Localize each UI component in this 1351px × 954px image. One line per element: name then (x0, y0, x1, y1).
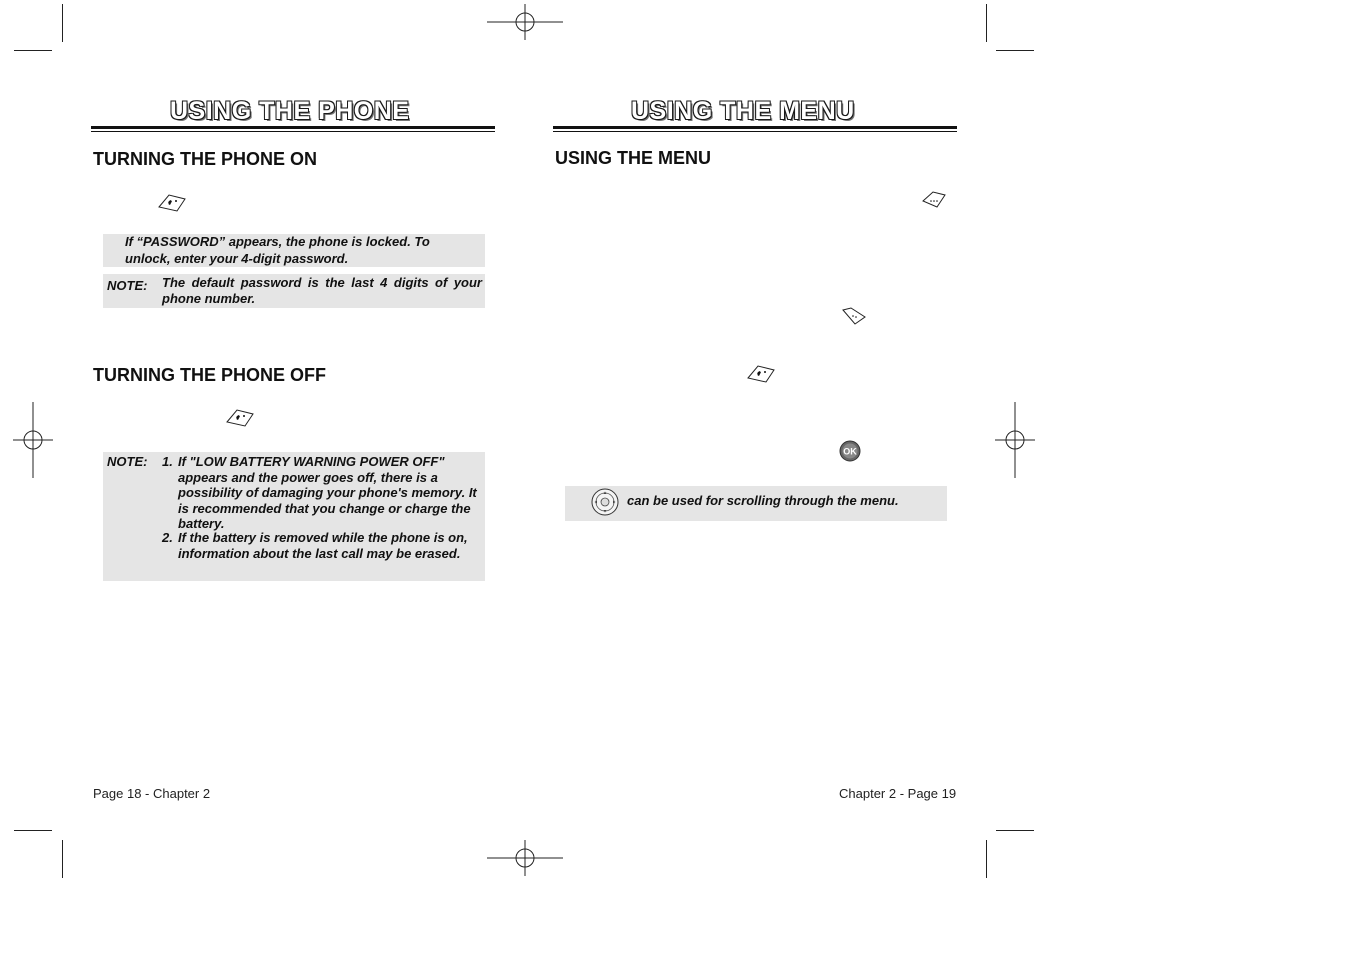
note-label: NOTE: (107, 278, 148, 293)
default-password-note-box (103, 274, 485, 308)
left-chapter-title: USING THE PHONE (170, 97, 410, 125)
right-chapter-title: USING THE MENU (631, 97, 855, 125)
battery-note-item: If the battery is removed while the phone is on, information about the last call may be erased. (178, 530, 468, 561)
right-page-footer: Chapter 2 - Page 19 (839, 786, 957, 801)
crop-mark (996, 830, 1034, 831)
password-note-box (103, 234, 485, 267)
password-note-text: If “PASSWORD” appears, the phone is locked. To unlock, enter your 4-digit password. (125, 234, 430, 266)
default-password-note-text: The default password is the last 4 digits of your phone number. (162, 275, 482, 306)
crop-mark (996, 50, 1034, 51)
title-rule (91, 131, 495, 132)
battery-note-item: If "LOW BATTERY WARNING POWER OFF" appears and the power goes off, there is a possibility of damaging your phone's memory. It is recommended that you change or charge the battery. (178, 454, 477, 531)
crop-mark (986, 840, 987, 878)
end-key-icon (746, 364, 776, 384)
left-page-footer: Page 18 - Chapter 2 (93, 786, 211, 801)
section-title-phone-on: TURNING THE PHONE ON (93, 149, 318, 169)
title-rule (91, 126, 495, 129)
registration-mark-icon (485, 818, 565, 898)
crop-mark (14, 50, 52, 51)
battery-note-box (103, 452, 485, 581)
registration-mark-icon (975, 400, 1055, 480)
note-label: NOTE: (107, 454, 148, 469)
end-key-icon (225, 408, 255, 428)
svg-text:OK: OK (843, 446, 857, 457)
send-key-icon (157, 193, 187, 213)
registration-mark-icon (485, 0, 565, 62)
battery-note-item-number: 2. (162, 530, 173, 545)
clear-key-icon (841, 306, 867, 326)
crop-mark (14, 830, 52, 831)
title-rule (553, 126, 957, 129)
navigation-note-text: can be used for scrolling through the menu. (627, 493, 899, 508)
menu-key-icon (921, 190, 947, 210)
title-rule (553, 131, 957, 132)
section-title-phone-off: TURNING THE PHONE OFF (93, 365, 326, 385)
navigation-key-icon (591, 488, 619, 516)
section-title-using-menu: USING THE MENU (555, 148, 712, 168)
crop-mark (62, 4, 63, 42)
battery-note-item-number: 1. (162, 454, 173, 469)
navigation-note-box (565, 486, 947, 521)
crop-mark (986, 4, 987, 42)
registration-mark-icon (0, 400, 73, 480)
ok-key-icon (839, 440, 861, 462)
crop-mark (62, 840, 63, 878)
